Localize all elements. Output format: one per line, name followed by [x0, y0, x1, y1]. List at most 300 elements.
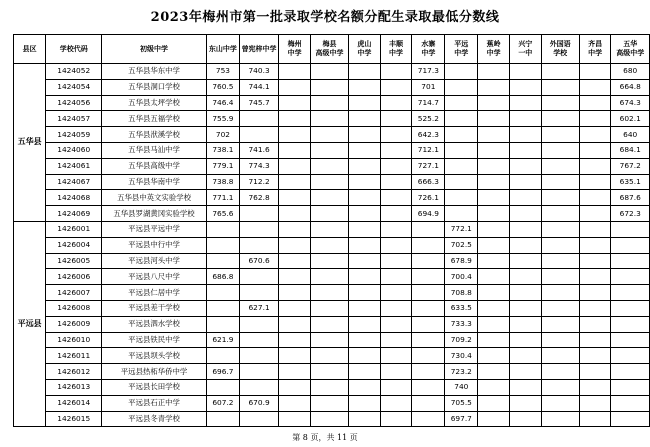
score-cell	[380, 190, 412, 206]
score-cell	[412, 379, 445, 395]
score-cell	[478, 285, 510, 301]
score-cell	[478, 395, 510, 411]
school-name-cell: 五华县洑溪学校	[102, 127, 207, 143]
score-cell: 701	[412, 79, 445, 95]
score-cell	[445, 158, 478, 174]
score-cell: 714.7	[412, 95, 445, 111]
score-cell: 708.8	[445, 285, 478, 301]
table-row	[14, 221, 650, 237]
score-cell	[279, 237, 311, 253]
score-cell	[349, 174, 381, 190]
score-cell	[349, 142, 381, 158]
column-header: 水寨 中学	[412, 35, 445, 64]
school-code-cell: 1426015	[46, 411, 102, 427]
school-name-cell: 五华县马汕中学	[102, 142, 207, 158]
score-cell	[380, 285, 412, 301]
score-cell	[279, 221, 311, 237]
score-cell	[611, 237, 650, 253]
score-cell	[541, 395, 579, 411]
score-cell: 666.3	[412, 174, 445, 190]
score-cell: 733.3	[445, 316, 478, 332]
score-cell	[349, 316, 381, 332]
score-cell	[509, 111, 541, 127]
score-cell	[509, 237, 541, 253]
table-row	[14, 158, 650, 174]
score-cell	[478, 206, 510, 222]
score-cell	[239, 206, 278, 222]
score-cell	[279, 127, 311, 143]
score-cell: 525.2	[412, 111, 445, 127]
table-row	[14, 206, 650, 222]
score-cell	[239, 332, 278, 348]
score-cell	[478, 237, 510, 253]
score-cell	[349, 285, 381, 301]
score-cell	[541, 127, 579, 143]
score-cell	[611, 269, 650, 285]
score-cell	[380, 348, 412, 364]
score-cell	[541, 190, 579, 206]
column-header: 齐昌 中学	[579, 35, 611, 64]
score-cell	[239, 364, 278, 380]
score-cell: 717.3	[412, 64, 445, 80]
column-header: 丰顺 中学	[380, 35, 412, 64]
score-cell	[541, 221, 579, 237]
school-name-cell: 平远县中行中学	[102, 237, 207, 253]
table-row	[14, 79, 650, 95]
school-name-cell: 平远县热柘华侨中学	[102, 364, 207, 380]
score-cell	[509, 142, 541, 158]
school-code-cell: 1426007	[46, 285, 102, 301]
score-cell	[579, 411, 611, 427]
score-cell	[279, 332, 311, 348]
score-cell	[279, 206, 311, 222]
score-cell	[412, 348, 445, 364]
page-footer: 第 8 页，共 11 页	[292, 433, 358, 442]
score-cell	[579, 348, 611, 364]
score-cell: 635.1	[611, 174, 650, 190]
score-cell	[310, 316, 348, 332]
column-header: 梅州 中学	[279, 35, 311, 64]
score-cell	[279, 174, 311, 190]
score-cell	[478, 79, 510, 95]
score-cell	[611, 221, 650, 237]
score-cell	[541, 348, 579, 364]
score-cell	[380, 269, 412, 285]
score-cell: 627.1	[239, 300, 278, 316]
column-header: 东山中学	[206, 35, 239, 64]
table-row	[14, 253, 650, 269]
score-cell: 709.2	[445, 332, 478, 348]
score-cell	[541, 316, 579, 332]
column-header: 梅县 高级中学	[310, 35, 348, 64]
score-cell: 765.6	[206, 206, 239, 222]
school-code-cell: 1426001	[46, 221, 102, 237]
score-cell: 712.1	[412, 142, 445, 158]
score-cell	[478, 316, 510, 332]
score-cell	[310, 300, 348, 316]
score-cell	[579, 64, 611, 80]
score-cell	[380, 395, 412, 411]
score-cell	[349, 364, 381, 380]
school-name-cell: 平远县坝头学校	[102, 348, 207, 364]
score-cell	[579, 379, 611, 395]
score-cell	[509, 269, 541, 285]
score-cell	[279, 142, 311, 158]
score-cell	[579, 300, 611, 316]
score-cell	[509, 190, 541, 206]
school-name-cell: 五华县华东中学	[102, 64, 207, 80]
score-cell	[349, 206, 381, 222]
score-cell	[541, 158, 579, 174]
score-cell	[445, 79, 478, 95]
score-cell	[611, 300, 650, 316]
score-cell	[380, 111, 412, 127]
score-cell: 697.7	[445, 411, 478, 427]
score-cell: 744.1	[239, 79, 278, 95]
score-cell	[541, 64, 579, 80]
score-cell	[206, 300, 239, 316]
score-cell: 670.6	[239, 253, 278, 269]
score-cell: 712.2	[239, 174, 278, 190]
score-cell: 687.6	[611, 190, 650, 206]
score-cell	[239, 348, 278, 364]
score-cell	[611, 364, 650, 380]
score-cell	[611, 316, 650, 332]
score-cell	[445, 190, 478, 206]
score-cell	[445, 142, 478, 158]
school-code-cell: 1426014	[46, 395, 102, 411]
school-code-cell: 1424061	[46, 158, 102, 174]
score-cell	[380, 364, 412, 380]
score-cell	[310, 253, 348, 269]
school-code-cell: 1424060	[46, 142, 102, 158]
score-cell	[349, 111, 381, 127]
score-cell	[541, 364, 579, 380]
score-cell	[509, 95, 541, 111]
score-cell	[239, 285, 278, 301]
score-cell	[349, 348, 381, 364]
score-cell	[279, 95, 311, 111]
score-cell	[541, 79, 579, 95]
score-cell: 686.8	[206, 269, 239, 285]
score-cell: 664.8	[611, 79, 650, 95]
school-name-cell: 五华县五福学校	[102, 111, 207, 127]
score-cell	[349, 395, 381, 411]
score-cell	[478, 411, 510, 427]
score-cell	[310, 285, 348, 301]
score-cell	[349, 237, 381, 253]
score-cell	[349, 379, 381, 395]
score-cell	[380, 332, 412, 348]
score-cell	[279, 111, 311, 127]
score-cell	[579, 79, 611, 95]
score-cell	[445, 127, 478, 143]
score-cell	[541, 95, 579, 111]
score-cell	[310, 237, 348, 253]
score-cell	[206, 237, 239, 253]
score-cell	[509, 127, 541, 143]
score-cell: 674.3	[611, 95, 650, 111]
score-cell: 774.3	[239, 158, 278, 174]
score-cell: 730.4	[445, 348, 478, 364]
score-cell	[579, 206, 611, 222]
score-cell	[380, 79, 412, 95]
score-cell: 726.1	[412, 190, 445, 206]
score-cell	[206, 379, 239, 395]
score-cell	[310, 395, 348, 411]
score-cell: 772.1	[445, 221, 478, 237]
score-cell	[478, 300, 510, 316]
score-cell	[611, 411, 650, 427]
school-name-cell: 五华县太坪学校	[102, 95, 207, 111]
score-cell	[206, 285, 239, 301]
score-cell: 741.6	[239, 142, 278, 158]
school-name-cell: 五华县洞口学校	[102, 79, 207, 95]
score-cell	[509, 285, 541, 301]
score-cell	[478, 269, 510, 285]
score-cell	[206, 316, 239, 332]
score-cell	[310, 79, 348, 95]
school-code-cell: 1424068	[46, 190, 102, 206]
score-cell	[310, 379, 348, 395]
score-cell	[478, 190, 510, 206]
score-cell	[478, 221, 510, 237]
score-cell: 727.1	[412, 158, 445, 174]
score-cell	[478, 95, 510, 111]
score-cell	[611, 395, 650, 411]
score-cell	[349, 332, 381, 348]
score-cell: 771.1	[206, 190, 239, 206]
score-cell	[611, 379, 650, 395]
school-name-cell: 平远县冬青学校	[102, 411, 207, 427]
column-header: 外国语 学校	[541, 35, 579, 64]
score-cell	[412, 332, 445, 348]
school-code-cell: 1426011	[46, 348, 102, 364]
score-cell: 633.5	[445, 300, 478, 316]
score-cell	[380, 95, 412, 111]
table-row	[14, 174, 650, 190]
score-cell: 738.8	[206, 174, 239, 190]
school-code-cell: 1424057	[46, 111, 102, 127]
school-name-cell: 平远县河头中学	[102, 253, 207, 269]
score-cell	[541, 269, 579, 285]
school-name-cell: 五华县中英文实验学校	[102, 190, 207, 206]
school-name-cell: 五华县高级中学	[102, 158, 207, 174]
score-cell	[412, 364, 445, 380]
score-cell	[541, 174, 579, 190]
score-cell	[206, 253, 239, 269]
score-cell	[509, 411, 541, 427]
score-cell	[279, 300, 311, 316]
page-title: 2023年梅州市第一批录取学校名额分配生录取最低分数线	[150, 10, 500, 25]
score-cell	[279, 316, 311, 332]
school-name-cell: 五华县华南中学	[102, 174, 207, 190]
score-cell	[579, 364, 611, 380]
score-cell	[380, 300, 412, 316]
score-cell	[380, 221, 412, 237]
score-cell	[279, 379, 311, 395]
score-cell	[509, 395, 541, 411]
school-code-cell: 1424054	[46, 79, 102, 95]
score-cell	[412, 411, 445, 427]
score-cell	[478, 364, 510, 380]
score-cell	[541, 253, 579, 269]
school-name-cell: 平远县铁民中学	[102, 332, 207, 348]
school-name-cell: 平远县平远中学	[102, 221, 207, 237]
score-cell	[611, 285, 650, 301]
score-cell	[412, 285, 445, 301]
county-cell: 平远县	[14, 221, 46, 426]
score-cell	[279, 364, 311, 380]
table-row	[14, 379, 650, 395]
score-cell	[445, 111, 478, 127]
score-cell	[478, 111, 510, 127]
score-cell	[380, 127, 412, 143]
score-cell: 621.9	[206, 332, 239, 348]
score-cell	[349, 190, 381, 206]
score-cell	[478, 174, 510, 190]
score-cell	[310, 174, 348, 190]
score-cell	[579, 190, 611, 206]
score-cell	[579, 95, 611, 111]
score-cell: 723.2	[445, 364, 478, 380]
score-cell	[279, 190, 311, 206]
score-cell	[541, 142, 579, 158]
school-code-cell: 1424056	[46, 95, 102, 111]
score-cell	[279, 64, 311, 80]
score-cell	[541, 237, 579, 253]
score-cell	[478, 253, 510, 269]
school-code-cell: 1426012	[46, 364, 102, 380]
score-cell	[579, 316, 611, 332]
column-header: 曾宪梓中学	[239, 35, 278, 64]
score-cell	[579, 332, 611, 348]
score-cell	[412, 269, 445, 285]
score-cell	[279, 348, 311, 364]
score-cell	[349, 64, 381, 80]
school-code-cell: 1424059	[46, 127, 102, 143]
score-cell	[380, 237, 412, 253]
score-cell	[412, 221, 445, 237]
score-cell	[239, 379, 278, 395]
school-code-cell: 1424069	[46, 206, 102, 222]
score-cell	[478, 332, 510, 348]
table-row	[14, 111, 650, 127]
school-name-cell: 平远县石正中学	[102, 395, 207, 411]
table-row	[14, 348, 650, 364]
score-cell	[509, 158, 541, 174]
table-row	[14, 395, 650, 411]
score-cell	[579, 142, 611, 158]
score-cell	[206, 411, 239, 427]
score-cell	[349, 79, 381, 95]
score-cell	[579, 111, 611, 127]
score-cell: 696.7	[206, 364, 239, 380]
score-cell	[310, 158, 348, 174]
score-cell	[380, 158, 412, 174]
score-cell: 640	[611, 127, 650, 143]
school-code-cell: 1426004	[46, 237, 102, 253]
score-cell	[239, 221, 278, 237]
score-cell	[206, 221, 239, 237]
score-cell	[478, 379, 510, 395]
score-cell	[239, 411, 278, 427]
score-cell	[239, 111, 278, 127]
score-cell	[412, 237, 445, 253]
score-cell: 694.9	[412, 206, 445, 222]
score-cell	[509, 253, 541, 269]
score-cell	[279, 253, 311, 269]
score-cell	[310, 127, 348, 143]
table-row	[14, 64, 650, 80]
score-cell	[380, 206, 412, 222]
score-cell	[239, 316, 278, 332]
table-row	[14, 300, 650, 316]
school-name-cell: 五华县罗湖黄冈实验学校	[102, 206, 207, 222]
column-header: 初级中学	[102, 35, 207, 64]
score-cell: 670.9	[239, 395, 278, 411]
table-row	[14, 237, 650, 253]
table-row	[14, 285, 650, 301]
score-cell	[279, 269, 311, 285]
school-code-cell: 1424067	[46, 174, 102, 190]
score-cell	[478, 64, 510, 80]
score-cell	[445, 206, 478, 222]
score-cell	[310, 269, 348, 285]
score-cell	[412, 253, 445, 269]
score-cell	[445, 95, 478, 111]
score-cell	[541, 206, 579, 222]
score-cell	[380, 142, 412, 158]
column-header: 平远 中学	[445, 35, 478, 64]
score-cell: 740	[445, 379, 478, 395]
score-cell	[509, 206, 541, 222]
score-cell	[579, 158, 611, 174]
score-cell: 738.1	[206, 142, 239, 158]
score-cell	[509, 64, 541, 80]
school-name-cell: 平远县长田学校	[102, 379, 207, 395]
score-cell: 672.3	[611, 206, 650, 222]
column-header: 学校代码	[46, 35, 102, 64]
score-cell: 779.1	[206, 158, 239, 174]
score-cell	[349, 95, 381, 111]
score-cell	[541, 300, 579, 316]
school-code-cell: 1426013	[46, 379, 102, 395]
score-cell	[478, 127, 510, 143]
county-cell: 五华县	[14, 64, 46, 222]
score-cell	[579, 174, 611, 190]
score-cell	[445, 174, 478, 190]
score-cell: 678.9	[445, 253, 478, 269]
score-cell	[541, 411, 579, 427]
column-header: 兴宁 一中	[509, 35, 541, 64]
score-cell	[611, 332, 650, 348]
score-cell	[310, 348, 348, 364]
score-cell	[349, 411, 381, 427]
score-cell	[579, 269, 611, 285]
score-cell: 607.2	[206, 395, 239, 411]
score-cell	[509, 221, 541, 237]
score-cell	[412, 395, 445, 411]
table-row	[14, 190, 650, 206]
table-row	[14, 316, 650, 332]
score-cell: 745.7	[239, 95, 278, 111]
score-cell	[509, 364, 541, 380]
score-cell	[380, 379, 412, 395]
score-cell: 740.3	[239, 64, 278, 80]
table-row	[14, 332, 650, 348]
column-header: 蕉岭 中学	[478, 35, 510, 64]
